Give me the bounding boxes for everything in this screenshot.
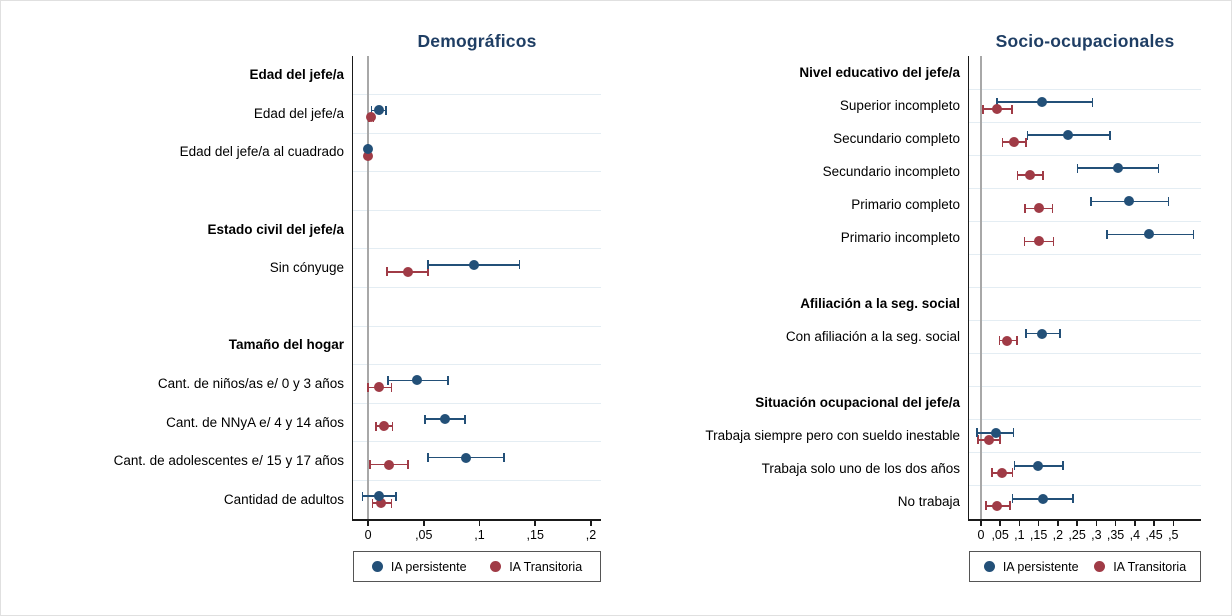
x-tick — [980, 521, 982, 526]
point-persistente — [1037, 329, 1047, 339]
x-tick-label: ,1 — [1014, 528, 1025, 542]
ci-cap-persistente — [447, 376, 449, 385]
zero-reference-line — [980, 56, 982, 519]
row-label: Cant. de adolescentes e/ 15 y 17 años — [113, 453, 344, 469]
gridline — [969, 419, 1201, 420]
ci-cap-transitoria — [991, 468, 993, 477]
ci-cap-persistente — [1077, 164, 1079, 173]
x-tick-label: ,15 — [526, 528, 544, 542]
x-tick-label: ,3 — [1091, 528, 1102, 542]
zero-reference-line — [367, 56, 369, 519]
legend-item-transitoria — [490, 560, 582, 574]
gridline — [969, 89, 1201, 90]
section-header: Estado civil del jefe/a — [207, 221, 344, 237]
x-tick-label: ,2 — [585, 528, 597, 542]
row-label: Cant. de NNyA e/ 4 y 14 años — [166, 414, 344, 430]
point-persistente — [469, 260, 479, 270]
ci-cap-persistente — [427, 260, 429, 269]
ci-cap-persistente — [1027, 131, 1029, 140]
section-header: Tamaño del hogar — [228, 337, 344, 353]
gridline — [969, 287, 1201, 288]
gridline — [969, 320, 1201, 321]
x-tick — [590, 521, 592, 526]
ci-cap-transitoria — [1011, 105, 1013, 114]
x-tick — [423, 521, 425, 526]
legend-marker-persistente-icon — [372, 561, 383, 572]
point-transitoria — [1009, 137, 1019, 147]
ci-cap-transitoria — [1052, 204, 1054, 213]
ci-cap-persistente — [1168, 197, 1170, 206]
x-tick-label: ,25 — [1068, 528, 1086, 542]
ci-cap-transitoria — [1002, 138, 1004, 147]
point-persistente — [1144, 229, 1154, 239]
ci-cap-persistente — [362, 492, 364, 501]
ci-cap-transitoria — [985, 501, 987, 510]
point-persistente — [1063, 130, 1073, 140]
point-persistente — [1113, 163, 1123, 173]
panel-socio-ocupacionales — [623, 1, 1211, 616]
ci-cap-persistente — [1090, 197, 1092, 206]
x-tick-label: 0 — [977, 528, 985, 542]
x-tick-label: ,5 — [1168, 528, 1179, 542]
gridline — [353, 480, 601, 481]
legend-socio-ocupacionales — [969, 551, 1201, 582]
ci-cap-persistente — [1109, 131, 1111, 140]
ci-cap-transitoria — [1017, 171, 1019, 180]
x-tick-label: ,2 — [1052, 528, 1064, 542]
section-header: Nivel educativo del jefe/a — [799, 64, 960, 80]
ci-cap-persistente — [1014, 461, 1016, 470]
x-tick — [1173, 521, 1175, 526]
point-transitoria — [1025, 170, 1035, 180]
gridline — [353, 210, 601, 211]
point-transitoria — [1034, 236, 1044, 246]
gridline — [969, 452, 1201, 453]
x-tick — [367, 521, 369, 526]
gridline — [969, 485, 1201, 486]
ci-cap-transitoria — [999, 435, 1001, 444]
gridline — [353, 326, 601, 327]
panel-title-socio-ocupacionales: Socio-ocupacionales — [995, 31, 1175, 51]
ci-cap-transitoria — [392, 422, 394, 431]
row-label: Trabaja siempre pero con sueldo inestable — [705, 428, 960, 444]
point-transitoria — [403, 267, 413, 277]
ci-cap-persistente — [1158, 164, 1160, 173]
ci-cap-persistente — [1062, 461, 1064, 470]
point-transitoria — [992, 104, 1002, 114]
x-tick — [1153, 521, 1155, 526]
plot-area-socio-ocupacionales — [969, 56, 1201, 542]
ci-cap-persistente — [424, 415, 426, 424]
x-tick — [1076, 521, 1078, 526]
gridline — [353, 364, 601, 365]
x-tick-label: ,05 — [415, 528, 433, 542]
section-header: Afiliación a la seg. social — [800, 296, 960, 312]
row-label: Cantidad de adultos — [223, 491, 344, 507]
x-tick — [999, 521, 1001, 526]
x-tick — [1019, 521, 1021, 526]
point-persistente — [374, 105, 384, 115]
legend-marker-transitoria-icon — [490, 561, 501, 572]
ci-cap-persistente — [1025, 329, 1027, 338]
ci-cap-persistente — [1092, 98, 1094, 107]
x-tick — [1115, 521, 1117, 526]
x-tick — [479, 521, 481, 526]
plot-area-demograficos — [353, 56, 601, 542]
point-transitoria — [384, 460, 394, 470]
ci-cap-transitoria — [999, 336, 1001, 345]
gridline — [969, 188, 1201, 189]
gridline — [353, 133, 601, 134]
x-tick-label: ,35 — [1106, 528, 1125, 542]
point-persistente — [1038, 494, 1048, 504]
ci-cap-persistente — [1072, 494, 1074, 503]
x-tick — [1057, 521, 1059, 526]
ci-cap-transitoria — [369, 460, 371, 469]
gridline — [969, 221, 1201, 222]
x-tick — [1096, 521, 1098, 526]
row-label: Con afiliación a la seg. social — [785, 329, 960, 345]
x-tick-label: 0 — [364, 528, 372, 542]
ci-cap-persistente — [387, 376, 389, 385]
x-axis-line — [968, 519, 1202, 521]
point-transitoria — [379, 421, 389, 431]
x-tick — [1134, 521, 1136, 526]
y-axis-line — [968, 56, 970, 520]
row-label: Superior incompleto — [839, 97, 960, 113]
section-header: Edad del jefe/a — [249, 67, 344, 83]
legend-label-transitoria: IA Transitoria — [1113, 559, 1187, 574]
ci-cap-persistente — [395, 492, 397, 501]
x-tick — [534, 521, 536, 526]
point-persistente — [363, 144, 373, 154]
legend-demograficos — [353, 551, 601, 582]
ci-cap-transitoria — [982, 105, 984, 114]
row-label: Primario completo — [851, 196, 960, 212]
ci-cap-transitoria — [1016, 336, 1018, 345]
x-axis-line — [352, 519, 602, 521]
point-transitoria — [992, 501, 1002, 511]
panel-title-demograficos: Demográficos — [417, 31, 537, 51]
ci-cap-transitoria — [372, 499, 374, 508]
ci-cap-transitoria — [375, 422, 377, 431]
ci-cap-transitoria — [1024, 237, 1026, 246]
ci-cap-persistente — [385, 106, 387, 115]
gridline — [969, 155, 1201, 156]
legend-label-persistente: IA persistente — [1002, 559, 1079, 574]
row-label: Primario incompleto — [840, 229, 960, 245]
gridline — [353, 94, 601, 95]
row-label: Sin cónyuge — [269, 260, 344, 276]
x-tick-label: ,15 — [1029, 528, 1048, 542]
ci-cap-persistente — [519, 260, 521, 269]
ci-cap-transitoria — [1009, 501, 1011, 510]
ci-cap-transitoria — [391, 499, 393, 508]
point-persistente — [440, 414, 450, 424]
gridline — [353, 441, 601, 442]
panel-demograficos — [11, 1, 611, 616]
x-tick-label: ,1 — [474, 528, 485, 542]
row-label: Trabaja solo uno de los dos años — [761, 461, 960, 477]
point-persistente — [1124, 196, 1134, 206]
ci-cap-transitoria — [386, 267, 388, 276]
ci-cap-transitoria — [1053, 237, 1055, 246]
point-transitoria — [1034, 203, 1044, 213]
gridline — [969, 254, 1201, 255]
legend-item-transitoria — [1094, 560, 1186, 574]
legend-label-transitoria: IA Transitoria — [509, 559, 583, 574]
point-persistente — [412, 375, 422, 385]
point-transitoria — [1002, 336, 1012, 346]
gridline — [969, 122, 1201, 123]
point-persistente — [1037, 97, 1047, 107]
x-tick-label: ,45 — [1145, 528, 1163, 542]
point-transitoria — [374, 382, 384, 392]
row-label: Edad del jefe/a — [253, 105, 344, 121]
section-header: Situación ocupacional del jefe/a — [755, 395, 960, 411]
point-persistente — [1033, 461, 1043, 471]
gridline — [969, 353, 1201, 354]
gridline — [353, 287, 601, 288]
legend-label-persistente: IA persistente — [390, 559, 467, 574]
gridline — [353, 171, 601, 172]
row-label: Secundario completo — [833, 130, 960, 146]
legend-marker-persistente-icon — [984, 561, 995, 572]
ci-cap-persistente — [1059, 329, 1061, 338]
row-label: Secundario incompleto — [822, 163, 960, 179]
gridline — [353, 248, 601, 249]
gridline — [969, 386, 1201, 387]
point-transitoria — [997, 468, 1007, 478]
gridline — [353, 403, 601, 404]
legend-item-persistente — [372, 560, 467, 574]
point-persistente — [461, 453, 471, 463]
ci-cap-persistente — [427, 453, 429, 462]
ci-cap-transitoria — [1024, 204, 1026, 213]
ci-cap-transitoria — [391, 383, 393, 392]
row-label: Cant. de niños/as e/ 0 y 3 años — [157, 375, 344, 391]
ci-cap-persistente — [1193, 230, 1195, 239]
ci-cap-persistente — [1106, 230, 1108, 239]
ci-cap-persistente — [503, 453, 505, 462]
row-label: No trabaja — [897, 494, 960, 510]
legend-marker-transitoria-icon — [1094, 561, 1105, 572]
point-persistente — [991, 428, 1001, 438]
ci-cap-transitoria — [1042, 171, 1044, 180]
x-tick — [1038, 521, 1040, 526]
row-label: Edad del jefe/a al cuadrado — [179, 144, 344, 160]
x-tick-label: ,05 — [991, 528, 1009, 542]
ci-cap-transitoria — [367, 383, 369, 392]
y-axis-line — [352, 56, 354, 520]
legend-item-persistente — [984, 560, 1079, 574]
ci-cap-persistente — [1012, 494, 1014, 503]
ci-cap-persistente — [464, 415, 466, 424]
ci-cap-persistente — [1013, 428, 1015, 437]
ci-cap-transitoria — [407, 460, 409, 469]
ci-cap-persistente — [976, 428, 978, 437]
x-tick-label: ,4 — [1129, 528, 1141, 542]
